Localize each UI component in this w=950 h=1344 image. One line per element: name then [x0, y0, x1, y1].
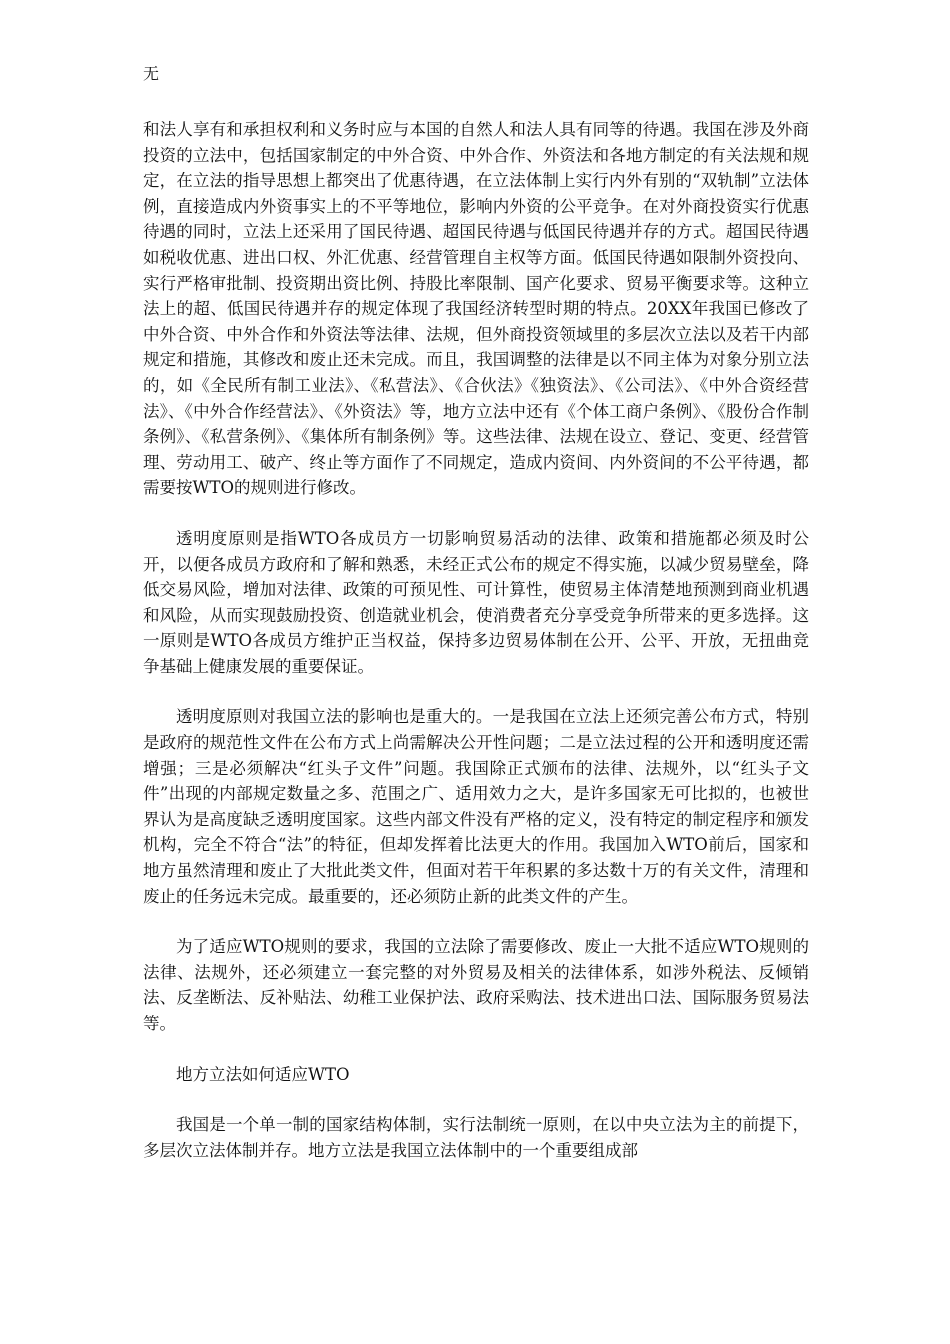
- section-heading-local-legislation: 地方立法如何适应WTO: [176, 1064, 350, 1084]
- header-mark: 无: [143, 64, 160, 83]
- paragraph-transparency-impact: 透明度原则对我国立法的影响也是重大的。一是我国在立法上还须完善公布方式，特别是政府的规范性文件在公布方式上尚需解决公开性问题；二是立法过程的公开和透明度还需增强；三是必须解决“红头子文件”问题。我国除正式颁布的法律、法规外，以“红头子文件”出现的内部规定数量之多、范围之广、适用效力之大，是许多国家无可比拟的，也被世界认为是高度缺乏透明度国家。这些内部文件没有严格的定义，没有特定的制定程序和颁发机构，完全不符合“法”的特征，但却发挥着比法更大的作用。我国加入WTO前后，国家和地方虽然清理和废止了大批此类文件，但面对若干年积累的多达数十万的有关文件，清理和废止的任务远未完成。最重要的，还必须防止新的此类文件的产生。: [143, 707, 809, 906]
- paragraph-local-legislation: 我国是一个单一制的国家结构体制，实行法制统一原则，在以中央立法为主的前提下，多层次立法体制并存。地方立法是我国立法体制中的一个重要组成部: [143, 1115, 809, 1160]
- paragraph-national-treatment: 和法人享有和承担权利和义务时应与本国的自然人和法人具有同等的待遇。我国在涉及外商投资的立法中，包括国家制定的中外合资、中外合作、外资法和各地方制定的有关法规和规定，在立法的指导思想上都突出了优惠待遇，在立法体制上实行内外有别的“双轨制”立法体例，直接造成内外资事实上的不平等地位，影响内外资的公平竞争。在对外商投资实行优惠待遇的同时，立法上还采用了国民待遇、超国民待遇与低国民待遇并存的方式。超国民待遇如税收优惠、进出口权、外汇优惠、经营管理自主权等方面。低国民待遇如限制外资投向、实行严格审批制、投资期出资比例、持股比率限制、国产化要求、贸易平衡要求等。这种立法上的超、低国民待遇并存的规定体现了我国经济转型时期的特点。20XX年我国已修改了中外合资、中外合作和外资法等法律、法规，但外商投资领域里的多层次立法以及若干内部规定和措施，其修改和废止还未完成。而且，我国调整的法律是以不同主体为对象分别立法的，如《全民所有制工业法》、《私营法》、《合伙法》《独资法》、《公司法》、《中外合资经营法》、《中外合作经营法》、《外资法》等，地方立法中还有《个体工商户条例》、《股份合作制条例》、《私营条例》、《集体所有制条例》等。这些法律、法规在设立、登记、变更、经营管理、劳动用工、破产、终止等方面作了不同规定，造成内资间、内外资间的不公平待遇，都需要按WTO的规则进行修改。: [143, 120, 809, 498]
- paragraph-transparency-definition: 透明度原则是指WTO各成员方一切影响贸易活动的法律、政策和措施都必须及时公开，以便各成员方政府和了解和熟悉，未经正式公布的规定不得实施，以减少贸易壁垒，降低交易风险，增加对法律、政策的可预见性、可计算性，使贸易主体清楚地预测到商业机遇和风险，从而实现鼓励投资、创造就业机会，使消费者充分享受竞争所带来的更多选择。这一原则是WTO各成员方维护正当权益，保持多边贸易体制在公开、公平、开放，无扭曲竞争基础上健康发展的重要保证。: [143, 528, 809, 676]
- paragraph-legal-system: 为了适应WTO规则的要求，我国的立法除了需要修改、废止一大批不适应WTO规则的法律、法规外，还必须建立一套完整的对外贸易及相关的法律体系，如涉外税法、反倾销法、反垄断法、反补贴法、幼稚工业保护法、政府采购法、技术进出口法、国际服务贸易法等。: [143, 937, 809, 1033]
- document-body: [143, 117, 809, 1163]
